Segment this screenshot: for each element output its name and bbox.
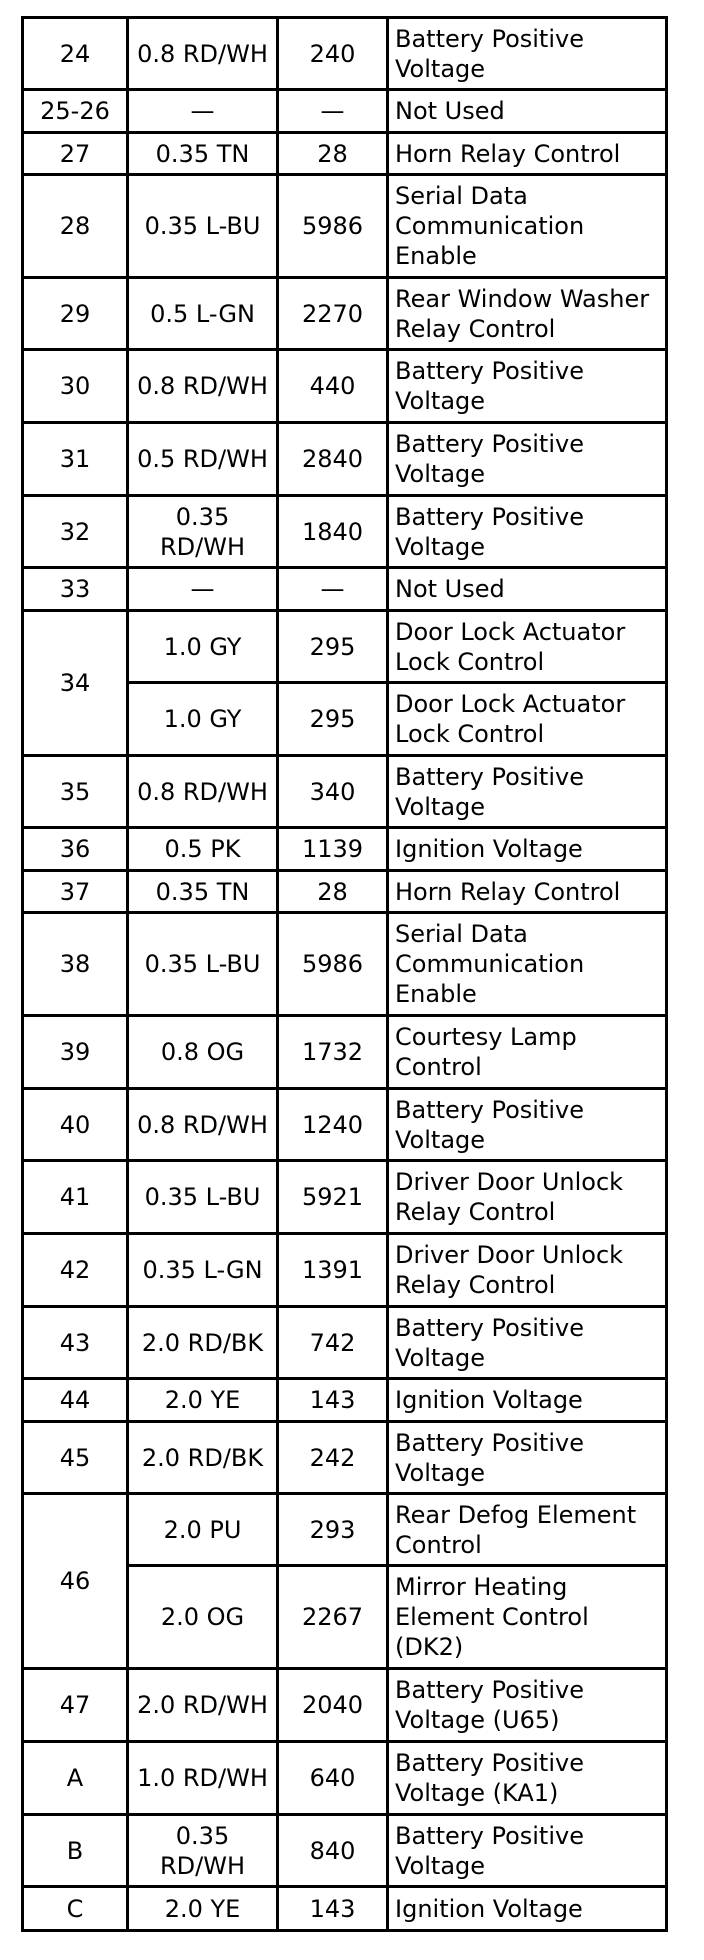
wire-cell: 0.5 PK — [128, 828, 278, 871]
circuit-cell: 5986 — [278, 175, 388, 278]
pin-cell: 42 — [23, 1234, 128, 1307]
circuit-cell: — — [278, 568, 388, 611]
table-row — [23, 871, 667, 913]
function-cell: Door Lock Actuator Lock Control — [388, 683, 667, 756]
connector-pinout-table — [21, 16, 668, 1932]
pin-cell: 30 — [23, 350, 128, 423]
table-row — [23, 496, 667, 568]
function-cell: Rear Window Washer Relay Control — [388, 278, 667, 350]
wire-cell: 2.0 RD/WH — [128, 1669, 278, 1742]
circuit-cell: 28 — [278, 133, 388, 175]
pin-cell: 27 — [23, 133, 128, 175]
pin-cell: 39 — [23, 1016, 128, 1089]
table-row — [23, 913, 667, 1016]
table-row — [23, 90, 667, 133]
wire-cell: 0.35 RD/WH — [128, 1815, 278, 1887]
function-cell: Serial Data Communication Enable — [388, 175, 667, 278]
wire-cell: 0.35 TN — [128, 133, 278, 175]
table-row — [23, 1494, 667, 1566]
pin-cell: 28 — [23, 175, 128, 278]
wire-cell: 1.0 GY — [128, 611, 278, 683]
circuit-cell: 640 — [278, 1742, 388, 1815]
table-row — [23, 1379, 667, 1422]
circuit-cell: 293 — [278, 1494, 388, 1566]
circuit-cell: 1139 — [278, 828, 388, 871]
function-cell: Battery Positive Voltage — [388, 350, 667, 423]
pin-cell: 33 — [23, 568, 128, 611]
table-row — [23, 18, 667, 90]
circuit-cell: 1840 — [278, 496, 388, 568]
wire-cell: 2.0 PU — [128, 1494, 278, 1566]
table-row — [23, 350, 667, 423]
table-row — [23, 1307, 667, 1379]
table-row — [23, 1234, 667, 1307]
circuit-cell: 340 — [278, 756, 388, 828]
table-row — [23, 828, 667, 871]
pin-cell: 43 — [23, 1307, 128, 1379]
table-row — [23, 1161, 667, 1234]
circuit-cell: 5921 — [278, 1161, 388, 1234]
pin-cell: 35 — [23, 756, 128, 828]
table-row — [23, 1089, 667, 1161]
wire-cell: 0.8 RD/WH — [128, 1089, 278, 1161]
function-cell: Horn Relay Control — [388, 133, 667, 175]
pinout-table-container — [21, 16, 665, 1932]
function-cell: Ignition Voltage — [388, 828, 667, 871]
pin-cell: 47 — [23, 1669, 128, 1742]
function-cell: Battery Positive Voltage (U65) — [388, 1669, 667, 1742]
function-cell: Battery Positive Voltage — [388, 1307, 667, 1379]
wire-cell: 0.35 L-BU — [128, 913, 278, 1016]
table-row — [23, 756, 667, 828]
function-cell: Battery Positive Voltage — [388, 1815, 667, 1887]
circuit-cell: 1240 — [278, 1089, 388, 1161]
function-cell: Battery Positive Voltage (KA1) — [388, 1742, 667, 1815]
table-row — [23, 1815, 667, 1887]
pin-cell: 46 — [23, 1494, 128, 1669]
pin-cell: 25-26 — [23, 90, 128, 133]
circuit-cell: 240 — [278, 18, 388, 90]
wire-cell: 0.35 L-GN — [128, 1234, 278, 1307]
circuit-cell: — — [278, 90, 388, 133]
circuit-cell: 143 — [278, 1379, 388, 1422]
wire-cell: 1.0 GY — [128, 683, 278, 756]
circuit-cell: 2270 — [278, 278, 388, 350]
table-row — [23, 1016, 667, 1089]
function-cell: Ignition Voltage — [388, 1887, 667, 1931]
pin-cell: 45 — [23, 1422, 128, 1494]
pin-cell: 36 — [23, 828, 128, 871]
pin-cell: 44 — [23, 1379, 128, 1422]
circuit-cell: 440 — [278, 350, 388, 423]
wire-cell: 0.35 L-BU — [128, 1161, 278, 1234]
wire-cell: 1.0 RD/WH — [128, 1742, 278, 1815]
pin-cell: 32 — [23, 496, 128, 568]
pin-cell: C — [23, 1887, 128, 1931]
wire-cell: 0.5 RD/WH — [128, 423, 278, 496]
function-cell: Not Used — [388, 90, 667, 133]
wire-cell: — — [128, 568, 278, 611]
table-row — [23, 1887, 667, 1931]
function-cell: Not Used — [388, 568, 667, 611]
function-cell: Courtesy Lamp Control — [388, 1016, 667, 1089]
circuit-cell: 2840 — [278, 423, 388, 496]
function-cell: Battery Positive Voltage — [388, 18, 667, 90]
function-cell: Battery Positive Voltage — [388, 1089, 667, 1161]
pin-cell: B — [23, 1815, 128, 1887]
circuit-cell: 143 — [278, 1887, 388, 1931]
pin-cell: 41 — [23, 1161, 128, 1234]
table-row — [23, 1669, 667, 1742]
function-cell: Mirror Heating Element Control (DK2) — [388, 1566, 667, 1669]
wire-cell: 2.0 RD/BK — [128, 1307, 278, 1379]
pin-cell: 40 — [23, 1089, 128, 1161]
table-row — [23, 611, 667, 683]
pinout-table-body — [23, 18, 667, 1931]
wire-cell: 2.0 YE — [128, 1887, 278, 1931]
table-row — [23, 423, 667, 496]
wire-cell: 2.0 OG — [128, 1566, 278, 1669]
wire-cell: — — [128, 90, 278, 133]
wire-cell: 0.35 L-BU — [128, 175, 278, 278]
pin-cell: A — [23, 1742, 128, 1815]
function-cell: Driver Door Unlock Relay Control — [388, 1234, 667, 1307]
circuit-cell: 1732 — [278, 1016, 388, 1089]
function-cell: Door Lock Actuator Lock Control — [388, 611, 667, 683]
wire-cell: 0.35 TN — [128, 871, 278, 913]
function-cell: Horn Relay Control — [388, 871, 667, 913]
circuit-cell: 742 — [278, 1307, 388, 1379]
table-row — [23, 133, 667, 175]
table-row — [23, 175, 667, 278]
circuit-cell: 242 — [278, 1422, 388, 1494]
function-cell: Rear Defog Element Control — [388, 1494, 667, 1566]
function-cell: Battery Positive Voltage — [388, 756, 667, 828]
wire-cell: 0.8 RD/WH — [128, 18, 278, 90]
wire-cell: 0.8 RD/WH — [128, 756, 278, 828]
table-row — [23, 568, 667, 611]
wire-cell: 0.8 OG — [128, 1016, 278, 1089]
function-cell: Driver Door Unlock Relay Control — [388, 1161, 667, 1234]
pin-cell: 38 — [23, 913, 128, 1016]
wire-cell: 2.0 RD/BK — [128, 1422, 278, 1494]
circuit-cell: 28 — [278, 871, 388, 913]
circuit-cell: 295 — [278, 683, 388, 756]
circuit-cell: 295 — [278, 611, 388, 683]
circuit-cell: 2040 — [278, 1669, 388, 1742]
table-row — [23, 1742, 667, 1815]
pin-cell: 37 — [23, 871, 128, 913]
circuit-cell: 5986 — [278, 913, 388, 1016]
function-cell: Battery Positive Voltage — [388, 496, 667, 568]
wire-cell: 0.8 RD/WH — [128, 350, 278, 423]
table-row — [23, 278, 667, 350]
pin-cell: 34 — [23, 611, 128, 756]
wire-cell: 0.5 L-GN — [128, 278, 278, 350]
circuit-cell: 1391 — [278, 1234, 388, 1307]
wire-cell: 0.35 RD/WH — [128, 496, 278, 568]
table-row — [23, 1422, 667, 1494]
function-cell: Ignition Voltage — [388, 1379, 667, 1422]
function-cell: Battery Positive Voltage — [388, 423, 667, 496]
pin-cell: 31 — [23, 423, 128, 496]
circuit-cell: 840 — [278, 1815, 388, 1887]
circuit-cell: 2267 — [278, 1566, 388, 1669]
function-cell: Battery Positive Voltage — [388, 1422, 667, 1494]
pin-cell: 29 — [23, 278, 128, 350]
pin-cell: 24 — [23, 18, 128, 90]
function-cell: Serial Data Communication Enable — [388, 913, 667, 1016]
wire-cell: 2.0 YE — [128, 1379, 278, 1422]
